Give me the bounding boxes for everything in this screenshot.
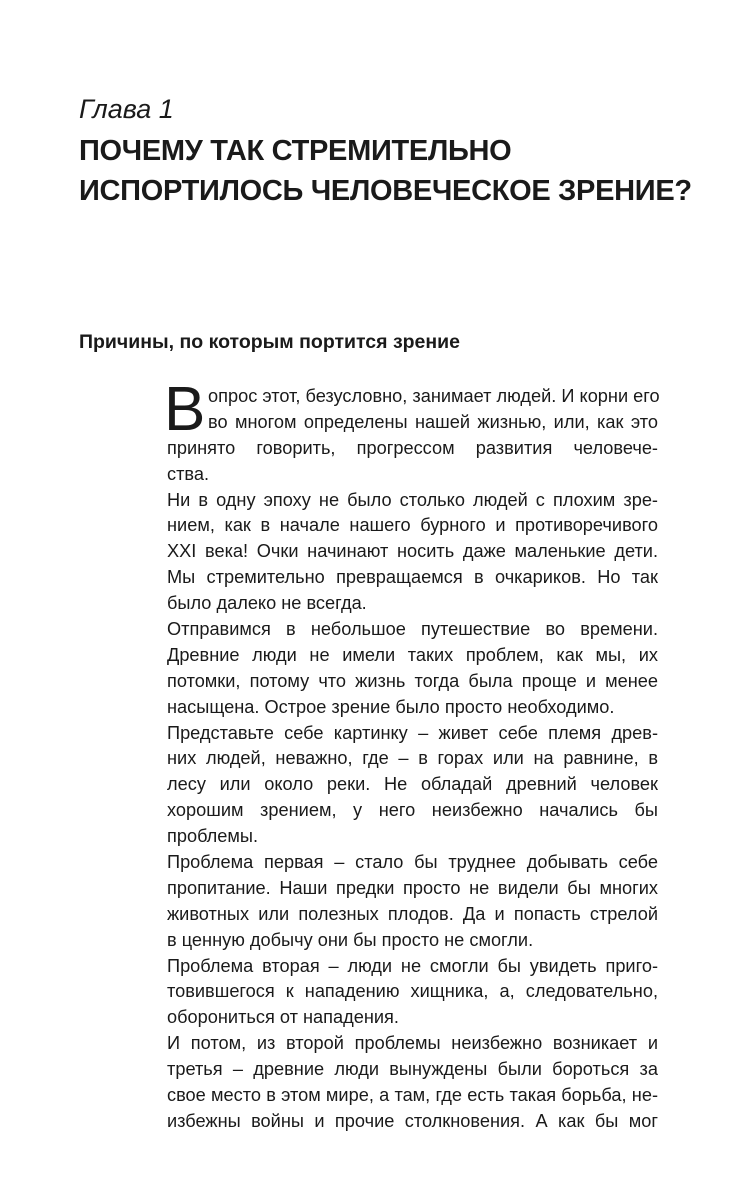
body-text [164, 375, 660, 1135]
chapter-title-line: ИСПОРТИЛОСЬ ЧЕЛОВЕЧЕСКОЕ ЗРЕНИЕ? [79, 175, 692, 207]
text-line: было далеко не всегда. [167, 593, 367, 614]
text-line: лесу или около реки. Не обладай древний человек [167, 774, 658, 795]
text-line: проблемы. [167, 826, 259, 847]
text-line: Отправимся в небольшое путешествие во времени. [167, 619, 658, 640]
drop-cap: В [164, 375, 206, 444]
text-line: XXI века! Очки начинают носить даже маленькие дети. [167, 541, 658, 562]
text-line: товившегося к нападению хищника, а, следовательно, [167, 981, 658, 1002]
text-line: в ценную добычу они бы просто не смогли. [167, 929, 534, 950]
text-line: потомки, потому что жизнь тогда была проще и менее [167, 670, 658, 691]
text-line: избежны войны и прочие столкновения. А как бы мог [167, 1110, 658, 1131]
text-line: Мы стремительно превращаемся в очкариков. Но так [167, 567, 658, 588]
text-line: свое место в этом мире, а там, где есть такая борьба, не- [167, 1085, 658, 1106]
text-line: оборониться от нападения. [167, 1007, 399, 1028]
text-line: Представьте себе картинку – живет себе племя древ- [167, 722, 658, 743]
text-line: Ни в одну эпоху не было столько людей с плохим зре- [167, 489, 658, 510]
text-line: них людей, неважно, где – в горах или на равнине, в [167, 748, 658, 769]
text-line: животных или полезных плодов. Да и попасть стрелой [167, 903, 658, 924]
text-line: И потом, из второй проблемы неизбежно возникает и [167, 1033, 658, 1054]
chapter-label: Глава 1 [79, 94, 174, 124]
text-line: насыщена. Острое зрение было просто необходимо. [167, 696, 615, 717]
text-line: пропитание. Наши предки просто не видели бы многих [167, 877, 658, 898]
chapter-title [79, 131, 699, 211]
section-heading: Причины, по которым портится зрение [79, 331, 461, 353]
text-line: Древние люди не имели таких проблем, как мы, их [167, 644, 658, 665]
text-line: ства. [167, 463, 210, 484]
text-line: Проблема первая – стало бы труднее добывать себе [167, 852, 658, 873]
text-line: во многом определены нашей жизнью, или, как это [208, 411, 658, 432]
text-line: хорошим зрением, у него неизбежно начались бы [167, 800, 658, 821]
text-line: опрос этот, безусловно, занимает людей. И корни его [208, 386, 660, 406]
text-line: третья – древние люди вынуждены были бороться за [167, 1059, 658, 1080]
text-line: Проблема вторая – люди не смогли бы увидеть приго- [167, 955, 658, 976]
text-line: нием, как в начале нашего бурного и противоречивого [167, 515, 658, 536]
text-line: принято говорить, прогрессом развития человече- [167, 437, 658, 458]
chapter-title-line: ПОЧЕМУ ТАК СТРЕМИТЕЛЬНО [79, 135, 512, 167]
